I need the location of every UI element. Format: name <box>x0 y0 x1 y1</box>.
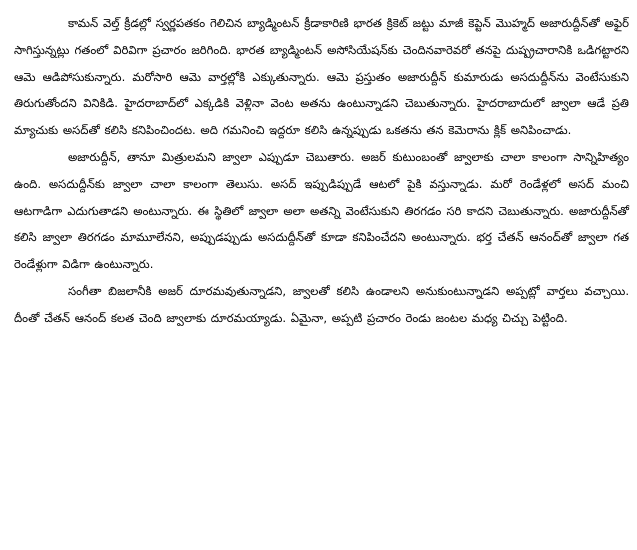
paragraph-2: అజారుద్దీన్, తానూ మిత్రులమని జ్వాలా ఎప్పుడూ చెబుతారు. అజర్ కుటుంబంతో జ్వాలాకు చాలా కాలంగా సాన్నిహిత్యం ఉంది. అసదుద్దీన్‌కు జ్వాలా చాలా కాలంగా తెలుసు. అసద్ ఇప్పుడిప్పుడే ఆటలో పైకి వస్తున్నాడు. మరో రెండేళ్లలో అసద్ మంచి ఆటగాడిగా ఎదుగుతాడని అంటున్నారు. ఈ స్థితిలో జ్వాలా అలా అతన్ని వెంటేసుకుని తిరగడం సరి కాదని చెబుతున్నారు. అజారుద్దీన్‌తో కలిసి జ్వాలా తిరగడం మామూలేనని, అప్పుడప్పుడు అసదుద్దీన్‌తో కూడా కనిపించేదని అంటున్నారు. భర్త చేతన్ ఆనంద్‌తో జ్వాలా గత రెండేళ్లుగా విడిగా ఉంటున్నారు. <box>14 149 629 272</box>
paragraph-3: సంగీతా బిజలానీకి అజర్ దూరమవుతున్నాడని, జ్వాలతో కలిసి ఉండాలని అనుకుంటున్నాడని అప్పట్లో వార్తలు వచ్చాయి. దీంతో చేతన్ ఆనంద్ కలత చెంది జ్వాలాకు దూరమయ్యాడు. ఏమైనా, అప్పటి ప్రచారం రెండు జంటల మధ్య చిచ్చు పెట్టింది. <box>14 283 629 325</box>
paragraph-1: కామన్ వెల్త్ క్రీడల్లో స్వర్ణపతకం గెలిచిన బ్యాడ్మింటన్ క్రీడాకారిణి భారత క్రికెట్ జట్టు మాజీ కెప్టెన్ మొహ్మద్ అజారుద్దీన్‌తో అఫైర్ సాగిస్తున్నట్లు గతంలో విరివిగా ప్రచారం జరిగింది. భారత బ్యాడ్మింటన్ అసోసియేషన్‌కు చెందినవారెవరో తనపై దుష్ప్రచారానికి ఒడిగట్టారని ఆమె ఆడిపోసుకున్నారు. మరోసారి ఆమె వార్తల్లోకి ఎక్కుతున్నారు. ఆమె ప్రస్తుతం అజారుద్దీన్ కుమారుడు అసదుద్దీన్‌ను వెంటేసుకుని తిరుగుతోందని వినికిడి. హైదరాబాద్‌లో ఎక్కడికి వెళ్లినా వెంట అతను ఉంటున్నాడని చెబుతున్నారు. హైదరాబాదులో జ్వాలా ఆడే ప్రతి మ్యాచుకు అసద్‌తో కలిసి కనిపించిందట. అది గమనించి ఇద్దరూ కలిసి ఉన్నప్పుడు ఒకతను తన కెమెరాను క్లిక్ అనిపించాడు. <box>14 16 629 138</box>
